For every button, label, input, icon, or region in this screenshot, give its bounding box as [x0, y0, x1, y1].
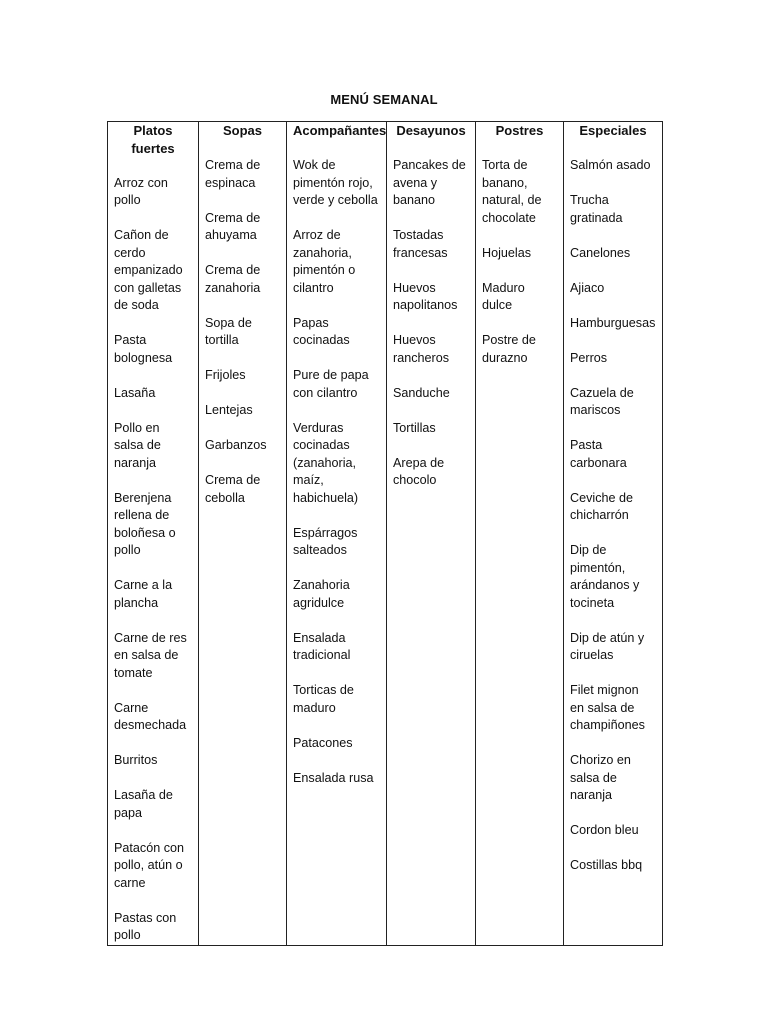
list-item: Huevos rancheros [393, 333, 450, 365]
list-item: Carne desmechada [114, 700, 187, 732]
list-item: Ensalada tradicional [293, 630, 351, 662]
list-item: Garbanzos [205, 438, 267, 452]
content-row [108, 157, 663, 945]
list-item: Arroz de zanahoria, pimentón o cilantro [293, 228, 356, 295]
list-item: Crema de cebolla [205, 473, 261, 505]
list-item: Salmón asado [570, 158, 651, 172]
list-item: Carne de res en salsa de tomate [114, 630, 187, 680]
list-item: Costillas bbq [570, 858, 643, 872]
list-item: Lasaña [114, 385, 156, 400]
list-item: Sanduche [393, 385, 450, 400]
list-item: Chorizo en salsa de naranja [570, 753, 631, 802]
column-acompanantes [287, 157, 387, 945]
list-item: Ensalada rusa [293, 770, 374, 785]
list-item: Frijoles [205, 368, 246, 382]
list-item: Cañon de cerdo empanizado con galletas de soda [114, 228, 183, 312]
list-item: Sopa de tortilla [205, 315, 252, 347]
list-item: Filet mignon en salsa de champiñones [570, 683, 645, 732]
column-header-platos-fuertes: Platos fuertes [108, 122, 199, 158]
column-header-desayunos: Desayunos [387, 122, 476, 158]
list-item: Lentejas [205, 403, 253, 417]
list-item: Postre de durazno [482, 333, 536, 365]
list-item: Berenjena rellena de boloñesa o pollo [114, 490, 176, 557]
list-item: Trucha gratinada [570, 193, 623, 225]
weekly-menu-table [107, 121, 663, 946]
list-item: Pollo en salsa de naranja [114, 420, 161, 470]
column-header-especiales: Especiales [564, 122, 663, 158]
list-item: Maduro dulce [482, 280, 525, 312]
list-item: Hamburguesas [570, 315, 656, 330]
list-item: Papas cocinadas [293, 315, 350, 347]
list-item: Perros [570, 350, 608, 365]
column-platos-fuertes [108, 157, 199, 945]
list-item: Canelones [570, 245, 631, 260]
list-item: Crema de zanahoria [205, 263, 261, 295]
list-item: Patacón con pollo, atún o carne [114, 840, 185, 890]
header-row [108, 122, 663, 158]
list-item: Patacones [293, 735, 353, 750]
list-item: Pastas con pollo [114, 910, 177, 942]
spacer [114, 157, 192, 175]
column-especiales [564, 157, 663, 945]
list-item: Espárragos salteados [293, 525, 358, 557]
list-item: Arroz con pollo [114, 175, 168, 207]
list-item: Pancakes de avena y banano [393, 158, 466, 207]
list-item: Huevos napolitanos [393, 280, 458, 312]
list-item: Arepa de chocolo [393, 455, 445, 487]
column-sopas [199, 157, 287, 945]
column-header-sopas: Sopas [199, 122, 287, 158]
list-item: Carne a la plancha [114, 578, 173, 610]
list-item: Dip de pimentón, arándanos y tocineta [570, 543, 640, 610]
list-item: Tortillas [393, 420, 436, 435]
list-item: Burritos [114, 753, 158, 767]
list-item: Pasta carbonara [570, 438, 627, 470]
list-item: Cazuela de mariscos [570, 385, 634, 417]
list-item: Ajiaco [570, 280, 605, 295]
column-postres [476, 157, 564, 945]
list-item: Pasta bolognesa [114, 333, 173, 365]
column-header-acompanantes: Acompañantes [287, 122, 387, 158]
list-item: Torticas de maduro [293, 683, 354, 715]
list-item: Verduras cocinadas (zanahoria, maíz, habichuela) [293, 420, 359, 505]
list-item: Wok de pimentón rojo, verde y cebolla [293, 158, 378, 207]
list-item: Crema de ahuyama [205, 210, 261, 242]
list-item: Torta de banano, natural, de chocolate [482, 158, 542, 225]
list-item: Pure de papa con cilantro [293, 368, 369, 400]
column-desayunos [387, 157, 476, 945]
list-item: Hojuelas [482, 245, 532, 260]
column-header-postres: Postres [476, 122, 564, 158]
page-title: MENÚ SEMANAL [330, 92, 438, 107]
list-item: Crema de espinaca [205, 158, 261, 190]
list-item: Ceviche de chicharrón [570, 490, 634, 522]
list-item: Dip de atún y ciruelas [570, 630, 645, 662]
list-item: Tostadas francesas [393, 228, 448, 260]
list-item: Zanahoria agridulce [293, 578, 350, 610]
list-item: Lasaña de papa [114, 788, 173, 820]
list-item: Cordon bleu [570, 823, 639, 837]
